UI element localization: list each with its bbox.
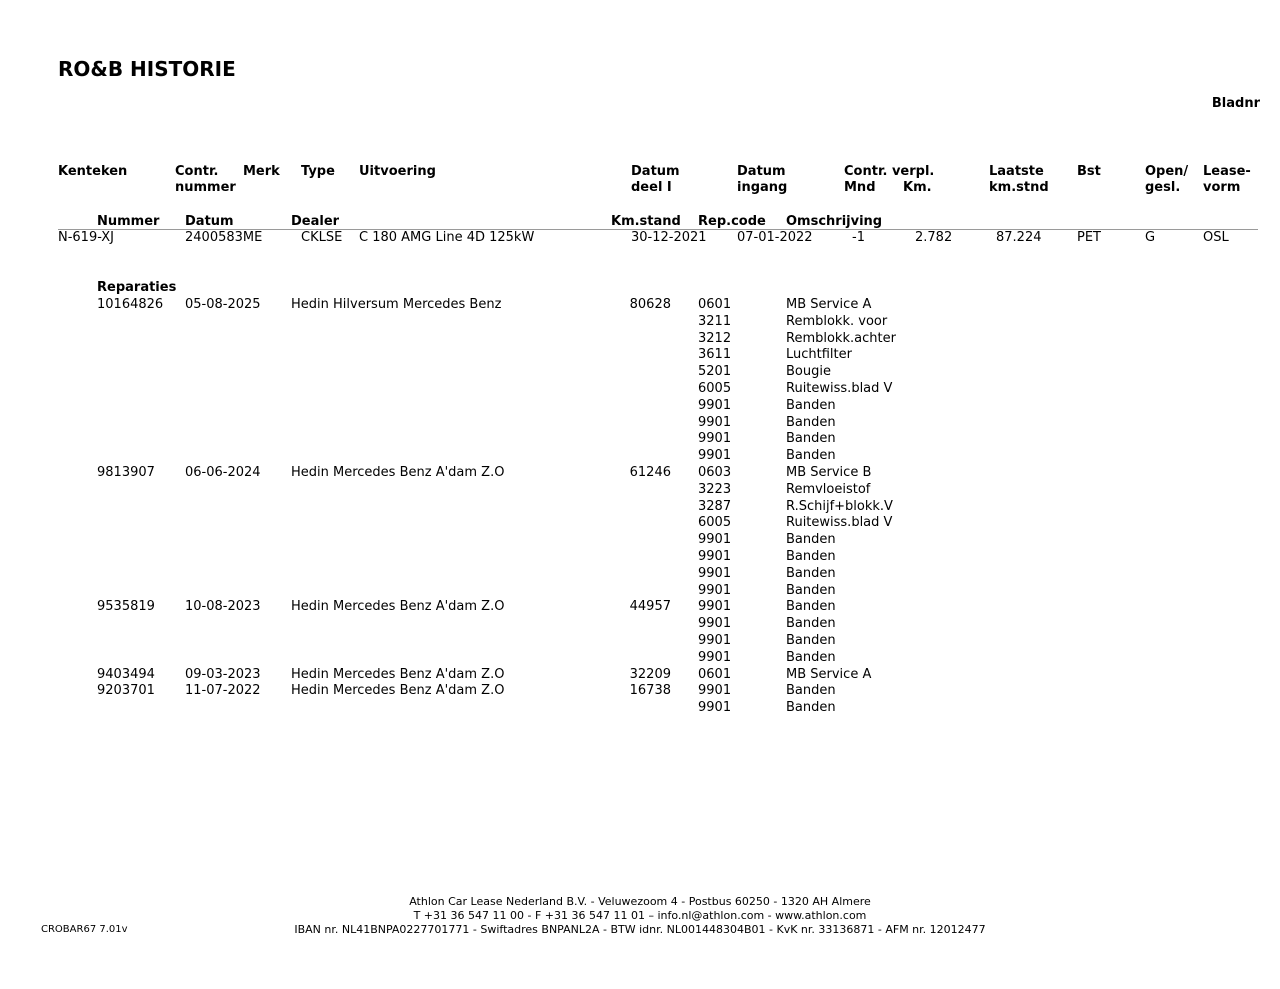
repair-code: 6005 [698,515,732,531]
repair-description: Bougie [786,364,831,380]
header-datum-deel: Datum deel I [631,164,680,195]
vehicle-mnd: -1 [852,230,865,245]
repair-dealer: Hedin Mercedes Benz A'dam Z.O [291,599,505,615]
header-contr-verpl: Contr. verpl. [844,164,935,179]
repair-description: Banden [786,532,836,548]
repair-code: 9901 [698,448,732,464]
repair-kmstand: 44957 [629,599,671,615]
repair-description: Banden [786,683,836,699]
repair-number: 9403494 [97,666,155,682]
header-km: Km. [903,180,932,195]
repair-date: 11-07-2022 [185,683,261,699]
repair-description: Ruitewiss.blad V [786,515,893,531]
repair-code: 0601 [698,297,732,312]
repair-kmstand: 80628 [629,297,671,312]
repair-code: 3211 [698,313,732,329]
repair-description: Remvloeistof [786,481,871,497]
repair-description: Remblokk. voor [786,313,888,329]
header-datum: Datum [185,214,234,229]
repair-code: 9901 [698,532,732,548]
header-omschrijving: Omschrijving [786,214,883,229]
repair-description: R.Schijf+blokk.V [786,498,893,514]
repair-code: 9901 [698,582,732,598]
header-kenteken: Kenteken [58,164,128,179]
repair-code: 9901 [698,549,732,564]
vehicle-bst: PET [1077,230,1101,245]
vehicle-datum-deel: 30-12-2021 [631,230,707,245]
header-type: Type [301,164,335,179]
repair-code: 5201 [698,364,732,380]
repair-number: 10164826 [97,297,164,312]
vehicle-contract: 2400583ME [185,230,263,245]
header-open-gesl: Open/ gesl. [1145,164,1189,195]
repair-code: 9901 [698,431,732,447]
repair-code: 9901 [698,649,732,665]
header-merk: Merk [243,164,280,179]
header-datum-ingang: Datum ingang [737,164,788,195]
repair-description: Banden [786,565,836,581]
repair-description: Banden [786,448,836,464]
page-number-label: Bladnr [1211,96,1260,111]
repair-dealer: Hedin Mercedes Benz A'dam Z.O [291,683,505,699]
repair-code: 9901 [698,616,732,632]
header-lease-vorm: Lease- vorm [1203,164,1251,195]
vehicle-laatste-km: 87.224 [996,230,1042,245]
repair-code: 3223 [698,481,732,497]
repair-code: 0603 [698,465,732,480]
footer-contact: T +31 36 547 11 00 - F +31 36 547 11 01 – info.nl@athlon.com - www.athlon.com [413,909,867,922]
repair-kmstand: 32209 [629,666,671,682]
repair-description: Banden [786,549,836,564]
vehicle-km: 2.782 [915,230,953,245]
header-mnd: Mnd [844,180,876,195]
repair-description: MB Service A [786,297,872,312]
header-uitvoering: Uitvoering [359,164,436,179]
header-contract-number: Contr. nummer [175,164,236,195]
repair-description: Banden [786,599,836,615]
footer-bank: IBAN nr. NL41BNPA0227701771 - Swiftadres BNPANL2A - BTW idnr. NL001448304B01 - KvK nr. 33136871 - AFM nr. 12012477 [294,923,986,936]
repair-number: 9813907 [97,465,155,480]
vehicle-open-gesl: G [1145,230,1156,245]
repair-description: Banden [786,649,836,665]
repair-code: 9901 [698,700,732,716]
repair-dealer: Hedin Mercedes Benz A'dam Z.O [291,465,505,480]
repair-code: 9901 [698,633,732,648]
repair-dealer: Hedin Mercedes Benz A'dam Z.O [291,666,505,682]
repair-description: Ruitewiss.blad V [786,381,893,396]
repair-description: Banden [786,700,836,716]
repair-description: MB Service A [786,666,872,682]
repair-description: Banden [786,582,836,598]
repair-date: 09-03-2023 [185,666,261,682]
header-bst: Bst [1077,164,1101,179]
vehicle-uitvoering: C 180 AMG Line 4D 125kW [359,230,535,245]
vehicle-lease-vorm: OSL [1203,230,1229,245]
form-code: CROBAR67 7.01v [41,924,128,935]
repair-description: Luchtfilter [786,347,852,363]
repair-description: MB Service B [786,465,872,480]
repair-date: 10-08-2023 [185,599,261,615]
repair-description: Banden [786,633,836,648]
header-repcode: Rep.code [698,214,766,229]
repair-code: 0601 [698,666,732,682]
repair-code: 9901 [698,397,732,413]
repair-description: Remblokk.achter [786,330,896,346]
header-nummer: Nummer [97,214,160,229]
repair-description: Banden [786,431,836,447]
vehicle-kenteken: N-619-XJ [58,230,115,245]
repair-date: 06-06-2024 [185,465,261,480]
repair-description: Banden [786,397,836,413]
repair-code: 6005 [698,381,732,396]
repair-number: 9535819 [97,599,155,615]
repair-description: Banden [786,414,836,430]
repair-code: 9901 [698,599,732,615]
repair-number: 9203701 [97,683,155,699]
repair-code: 9901 [698,565,732,581]
repair-kmstand: 61246 [629,465,671,480]
footer-address: Athlon Car Lease Nederland B.V. - Veluwezoom 4 - Postbus 60250 - 1320 AH Almere [409,895,871,908]
vehicle-type: CKLSE [301,230,343,245]
header-laatste-km: Laatste km.stnd [989,164,1049,195]
repair-description: Banden [786,616,836,632]
vehicle-datum-ingang: 07-01-2022 [737,230,813,245]
repair-code: 9901 [698,683,732,699]
page-title: RO&B HISTORIE [58,57,236,81]
repairs-section-label: Reparaties [97,280,177,295]
repair-code: 3212 [698,330,732,346]
repair-date: 05-08-2025 [185,297,261,312]
repair-code: 3611 [698,347,732,363]
repair-kmstand: 16738 [629,683,671,699]
repair-dealer: Hedin Hilversum Mercedes Benz [291,297,502,312]
repair-code: 9901 [698,414,732,430]
header-kmstand: Km.stand [611,214,681,229]
header-dealer: Dealer [291,214,340,229]
repair-code: 3287 [698,498,732,514]
